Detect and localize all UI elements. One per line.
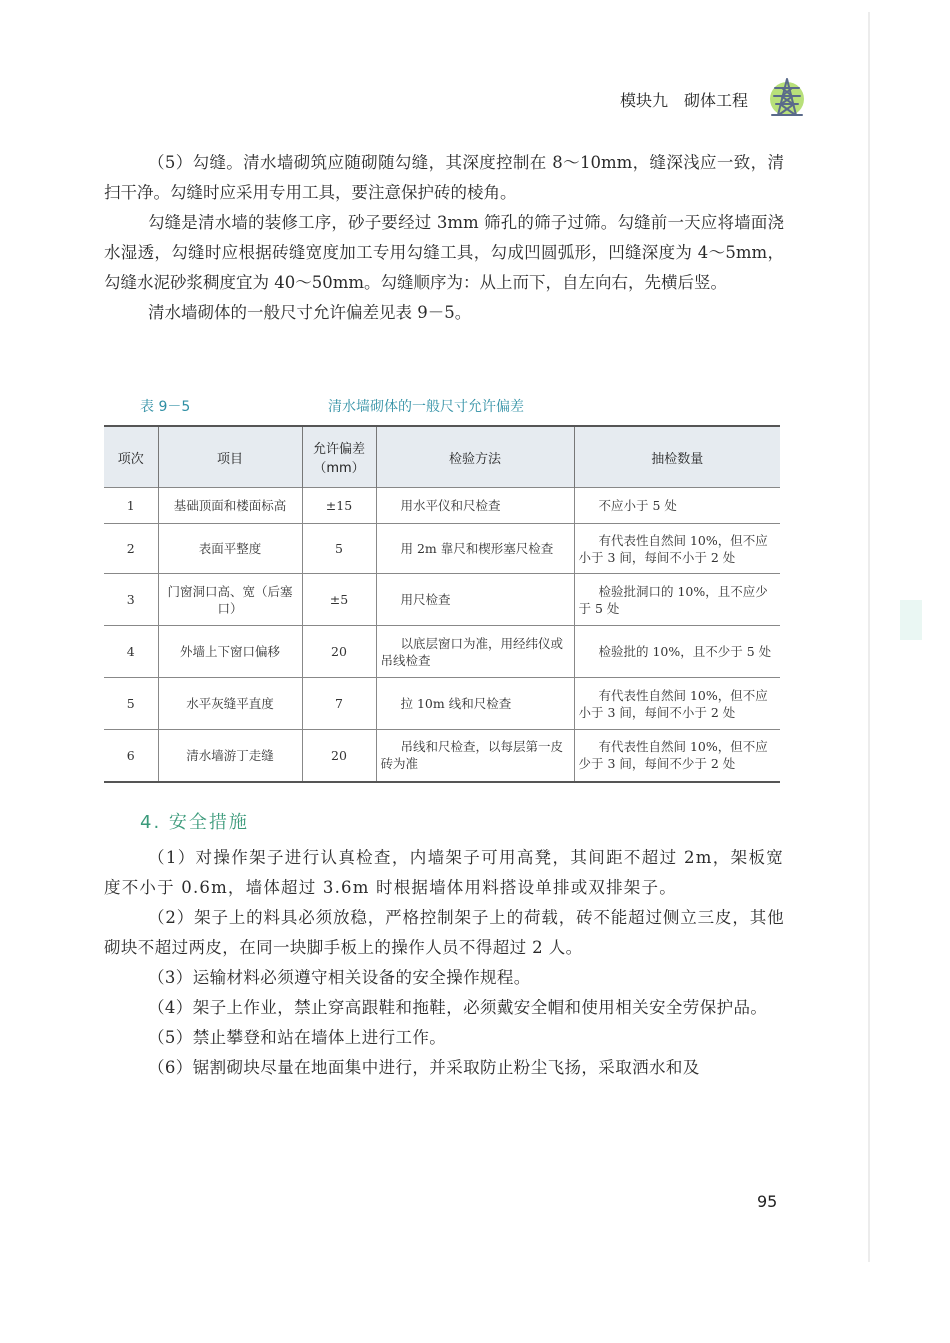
safety-text <box>104 843 784 1083</box>
cell-method: 吊线和尺检查，以每层第一皮砖为准 <box>376 730 574 782</box>
cell-method: 用尺检查 <box>376 574 574 626</box>
cell-method: 用 2m 靠尺和楔形塞尺检查 <box>376 524 574 574</box>
safety-item-4: （4）架子上作业，禁止穿高跟鞋和拖鞋，必须戴安全帽和使用相关安全劳保护品。 <box>148 998 768 1017</box>
intro-text <box>104 148 784 328</box>
safety-item-2: （2）架子上的料具必须放稳，严格控制架子上的荷载，砖不能超过侧立三皮，其他砌块不超过两皮，在同一块脚手板上的操作人员不得超过 2 人。 <box>104 908 784 957</box>
cell-tolerance: 5 <box>302 524 376 574</box>
cell-item: 清水墙游丁走缝 <box>158 730 302 782</box>
safety-item-3: （3）运输材料必须遵守相关设备的安全操作规程。 <box>148 968 531 987</box>
cell-quantity: 有代表性自然间 10%，但不应小于 3 间，每间不小于 2 处 <box>574 524 780 574</box>
paragraph-pointing: （5）勾缝。清水墙砌筑应随砌随勾缝，其深度控制在 8～10mm，缝深浅应一致，清扫干净。勾缝时应采用专用工具，要注意保护砖的棱角。 <box>104 153 784 202</box>
side-tab-marker <box>900 600 922 640</box>
cell-tolerance: 7 <box>302 678 376 730</box>
header-cell: 检验方法 <box>376 426 574 488</box>
header-cell: 抽检数量 <box>574 426 780 488</box>
cell-item: 外墙上下窗口偏移 <box>158 626 302 678</box>
cell-quantity: 有代表性自然间 10%，但不应小于 3 间，每间不小于 2 处 <box>574 678 780 730</box>
cell-index: 3 <box>104 574 158 626</box>
cell-item: 门窗洞口高、宽（后塞口） <box>158 574 302 626</box>
table-row <box>104 524 780 574</box>
table-row <box>104 488 780 524</box>
header-cell: 允许偏差（mm） <box>302 426 376 488</box>
cell-tolerance: ±5 <box>302 574 376 626</box>
cell-tolerance: 20 <box>302 730 376 782</box>
cell-method: 以底层窗口为准，用经纬仪或吊线检查 <box>376 626 574 678</box>
table-row <box>104 678 780 730</box>
cell-index: 5 <box>104 678 158 730</box>
cell-index: 2 <box>104 524 158 574</box>
table-header-row <box>104 426 780 488</box>
cell-tolerance: ±15 <box>302 488 376 524</box>
table-row <box>104 574 780 626</box>
module-label: 模块九 <box>620 91 669 110</box>
cell-quantity: 有代表性自然间 10%，但不应少于 3 间，每间不少于 2 处 <box>574 730 780 782</box>
safety-item-6: （6）锯割砌块尽量在地面集中进行，并采取防止粉尘飞扬，采取洒水和及 <box>148 1058 700 1077</box>
safety-item-1: （1）对操作架子进行认真检查，内墙架子可用高凳，其间距不超过 2m，架板宽度不小于 0.6m，墙体超过 3.6m 时根据墙体用料搭设单排或双排架子。 <box>104 848 784 897</box>
cell-item: 水平灰缝平直度 <box>158 678 302 730</box>
table-row <box>104 626 780 678</box>
table-row <box>104 730 780 782</box>
power-tower-icon <box>766 76 808 118</box>
cell-tolerance: 20 <box>302 626 376 678</box>
paragraph-pointing-detail: 勾缝是清水墙的装修工序，砂子要经过 3mm 筛孔的筛子过筛。勾缝前一天应将墙面浇水湿透，勾缝时应根据砖缝宽度加工专用勾缝工具，勾成凹圆弧形，凹缝深度为 4～5mm，勾缝水泥砂浆稠度宜为 40～50mm。勾缝顺序为：从上而下，自左向右，先横后竖。 <box>104 213 784 292</box>
page-number: 95 <box>757 1192 778 1211</box>
cell-index: 6 <box>104 730 158 782</box>
tolerance-table <box>104 425 780 783</box>
chapter-label: 砌体工程 <box>684 91 749 110</box>
cell-method: 拉 10m 线和尺检查 <box>376 678 574 730</box>
cell-method: 用水平仪和尺检查 <box>376 488 574 524</box>
cell-item: 表面平整度 <box>158 524 302 574</box>
cell-quantity: 检验批洞口的 10%，且不应少于 5 处 <box>574 574 780 626</box>
page-edge-line <box>868 12 870 1262</box>
table-title: 清水墙砌体的一般尺寸允许偏差 <box>328 399 524 415</box>
table-number: 表 9－5 <box>140 399 191 415</box>
running-header <box>620 88 748 111</box>
cell-quantity: 检验批的 10%，且不少于 5 处 <box>574 626 780 678</box>
safety-item-5: （5）禁止攀登和站在墙体上进行工作。 <box>148 1028 447 1047</box>
header-cell: 项次 <box>104 426 158 488</box>
header-cell: 项目 <box>158 426 302 488</box>
paragraph-table-ref: 清水墙砌体的一般尺寸允许偏差见表 9－5。 <box>148 303 472 322</box>
cell-index: 1 <box>104 488 158 524</box>
cell-index: 4 <box>104 626 158 678</box>
cell-item: 基础顶面和楼面标高 <box>158 488 302 524</box>
cell-quantity: 不应小于 5 处 <box>574 488 780 524</box>
section-heading: 4. 安全措施 <box>140 812 249 833</box>
